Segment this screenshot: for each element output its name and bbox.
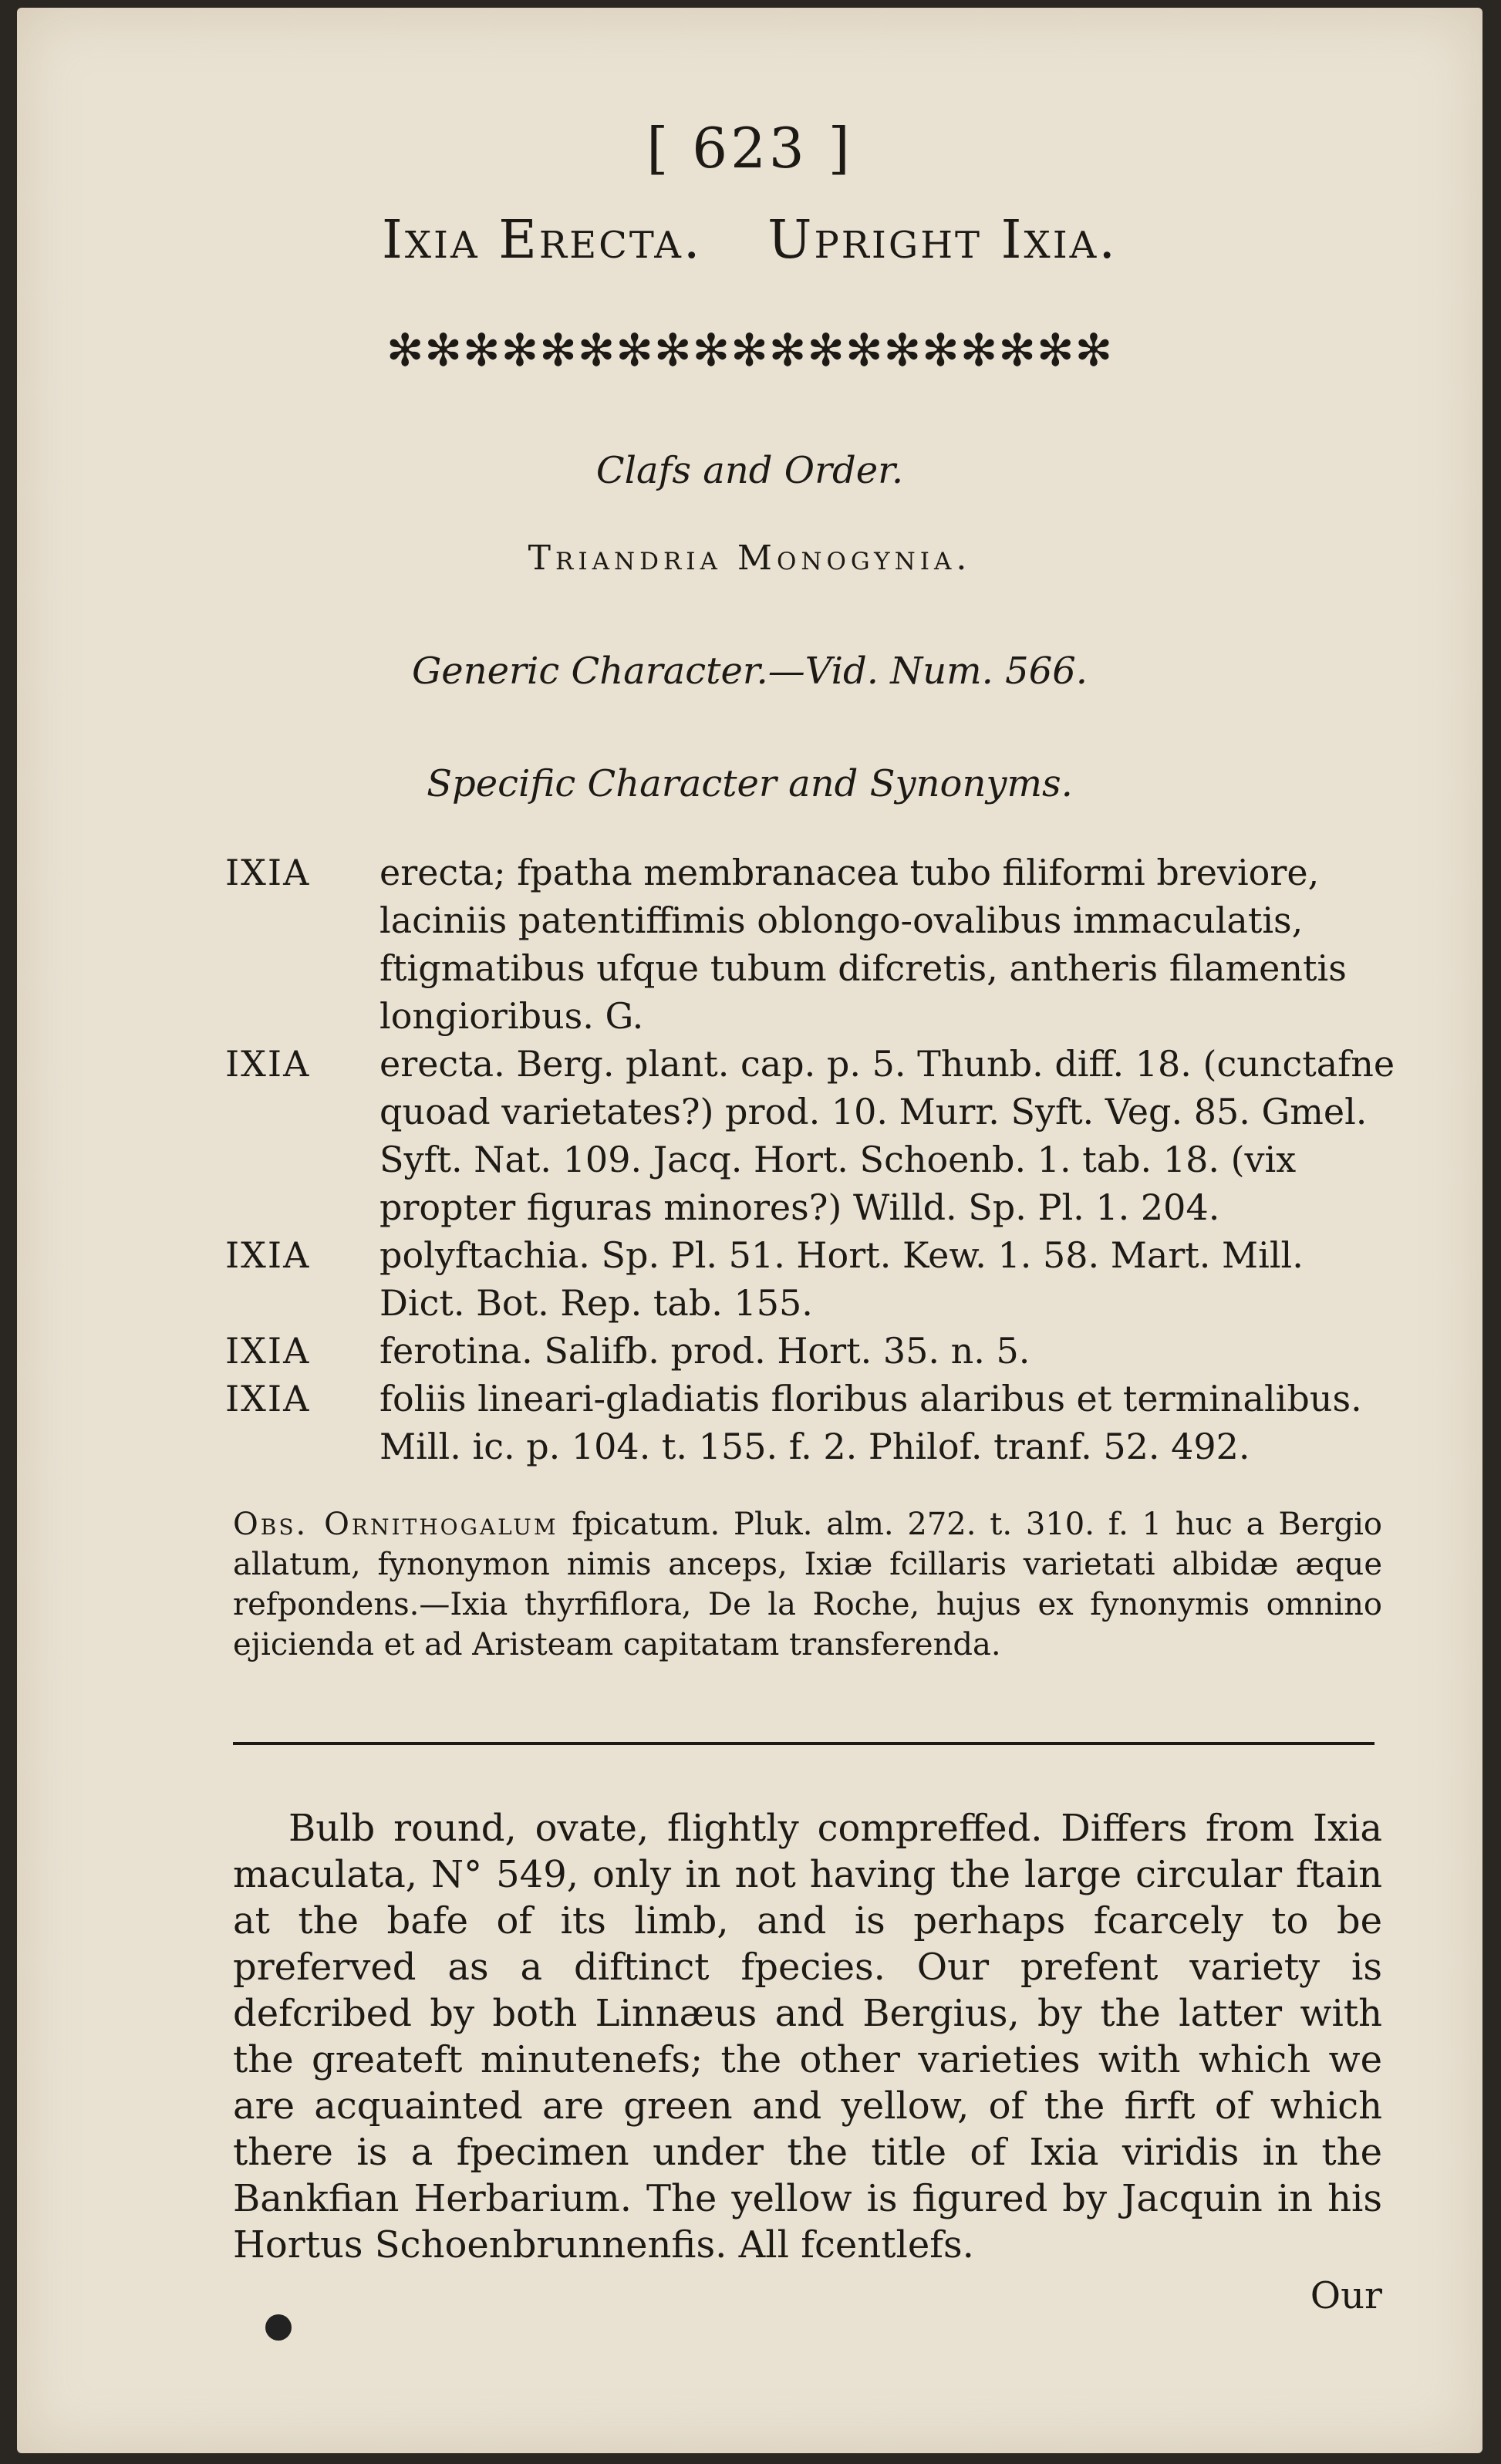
class-order-value: Triandria Monogynia. [528, 538, 972, 578]
entry-label: IXIA [225, 1234, 311, 1276]
title-latin: Ixia Erecta. [382, 210, 703, 271]
class-order-label: Clafs and Order. [595, 449, 904, 492]
entry-label: IXIA [225, 852, 311, 893]
synonym-entry [225, 1040, 1398, 1231]
entry-text: erecta. Berg. plant. cap. p. 5. Thunb. diff. 18. (cunctafne quoad varietates?) prod. 10. Murr. Syft. Veg. 85. Gmel. Syft. Nat. 109. Jacq. Hort. Schoenb. 1. tab. 18. (vix propter figuras minores?) Willd. Sp. Pl. 1. 204. [379, 1043, 1395, 1228]
entry-label: IXIA [225, 1330, 311, 1372]
specific-character-label: Specific Character and Synonyms. [427, 762, 1073, 805]
synonym-entry [225, 1231, 1398, 1327]
section-rule [233, 1742, 1375, 1745]
entry-label: IXIA [225, 1378, 311, 1419]
synonym-entry [225, 1327, 1398, 1375]
page-title [17, 210, 1482, 271]
synonym-entry [225, 849, 1398, 1040]
obs-lead: Obs. Ornithogalum [233, 1507, 558, 1542]
entry-text: erecta; fpatha membranacea tubo filiformi breviore, laciniis patentiffimis oblongo-ovalibus immaculatis, ftigmatibus ufque tubum difcretis, antheris filamentis longioribus. G. [379, 852, 1347, 1037]
observation-note [233, 1504, 1382, 1665]
catchword: Our [1310, 2274, 1382, 2317]
synonym-entry [225, 1375, 1398, 1470]
entry-text: foliis lineari-gladiatis floribus alaribus et terminalibus. Mill. ic. p. 104. t. 155. f. 2. Philof. tranf. 52. 492. [379, 1378, 1362, 1467]
generic-character: Generic Character.—Vid. Num. 566. [411, 650, 1088, 693]
obs-text: fpicatum. Pluk. alm. 272. t. 310. f. 1 huc a Bergio allatum, fynonymon nimis anceps, Ixiæ fcillaris varietati albidæ æque refpondens.—Ixia thyrfiflora, De la Roche, hujus ex fynonymis omnino ejicienda et ad Aristeam capitatam transferenda. [233, 1507, 1383, 1662]
ink-blot [265, 2314, 292, 2341]
document-page [17, 8, 1482, 2453]
entry-label: IXIA [225, 1043, 311, 1085]
ornament-row: ✻✻✻✻✻✻✻✻✻✻✻✻✻✻✻✻✻✻✻ [386, 324, 1114, 376]
title-english: Upright Ixia. [767, 210, 1118, 271]
synonym-list [225, 849, 1398, 1470]
description-paragraph: Bulb round, ovate, flightly compreffed. Differs from Ixia maculata, N° 549, only in not having the large circular ftain at the bafe of its limb, and is perhaps fcarcely to be preferved as a diftinct fpecies. Our prefent variety is defcribed by both Linnæus and Bergius, by the latter with the greateft minutenefs; the other varieties with which we are acquainted are green and yellow, of the firft of which there is a fpecimen under the title of Ixia viridis in the Bankfian Herbarium. The yellow is figured by Jacquin in his Hortus Schoenbrunnenfis. All fcentlefs. [233, 1807, 1382, 2267]
entry-text: polyftachia. Sp. Pl. 51. Hort. Kew. 1. 58. Mart. Mill. Dict. Bot. Rep. tab. 155. [379, 1234, 1304, 1324]
entry-text: ferotina. Salifb. prod. Hort. 35. n. 5. [379, 1330, 1030, 1372]
page-number: [ 623 ] [646, 116, 853, 181]
